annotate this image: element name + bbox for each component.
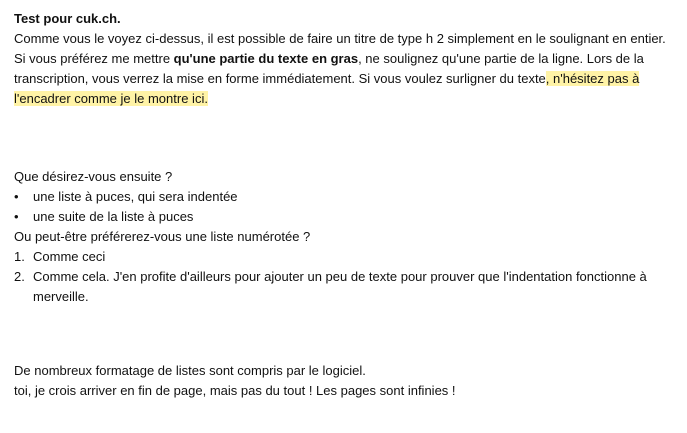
- intro-highlighted-text: , n'hésitez pas à l'encadrer comme je le montre ici.: [14, 71, 640, 106]
- numbered-marker: 2.: [14, 269, 25, 284]
- intro-text-before-bold: Si vous préférez me mettre: [14, 51, 174, 66]
- document-body: [14, 9, 676, 401]
- spacer: [14, 109, 676, 167]
- closing-line-2: toi, je crois arriver en fin de page, mais pas du tout ! Les pages sont infinies !: [14, 383, 456, 398]
- numbered-item-text: Comme ceci: [33, 249, 106, 264]
- spacer: [14, 307, 676, 361]
- intro-line-1: Comme vous le voyez ci-dessus, il est possible de faire un titre de type h 2 simplement en le soulignant en entier.: [14, 31, 666, 46]
- bullet-glyph: •: [14, 189, 19, 204]
- numbered-list: [14, 247, 676, 307]
- numbered-item: [14, 267, 676, 307]
- numbered-item-text: Comme cela. J'en profite d'ailleurs pour ajouter un peu de texte pour prouver que l'indentation fonctionne à merveille.: [33, 269, 647, 304]
- intro-paragraph: [14, 29, 676, 109]
- intro-text-after-bold: , ne soulignez qu'une partie de la ligne. Lors de la transcription, vous verrez la mise en forme immédiatement. Si vous voulez surligner du texte: [14, 51, 644, 86]
- bullet-item-text: une liste à puces, qui sera indentée: [33, 189, 238, 204]
- document-title: Test pour cuk.ch.: [14, 11, 121, 26]
- bullet-list: [14, 187, 676, 227]
- question-numbered: Ou peut-être préférerez-vous une liste numérotée ?: [14, 229, 311, 244]
- numbered-marker: 1.: [14, 249, 25, 264]
- numbered-item: [14, 247, 676, 267]
- intro-bold-text: qu'une partie du texte en gras: [173, 51, 359, 66]
- bullet-glyph: •: [14, 209, 19, 224]
- bullet-item: [14, 207, 676, 227]
- bullet-item: [14, 187, 676, 207]
- bullet-item-text: une suite de la liste à puces: [33, 209, 194, 224]
- closing-line-1: De nombreux formatage de listes sont compris par le logiciel.: [14, 363, 366, 378]
- question-bullets: Que désirez-vous ensuite ?: [14, 169, 173, 184]
